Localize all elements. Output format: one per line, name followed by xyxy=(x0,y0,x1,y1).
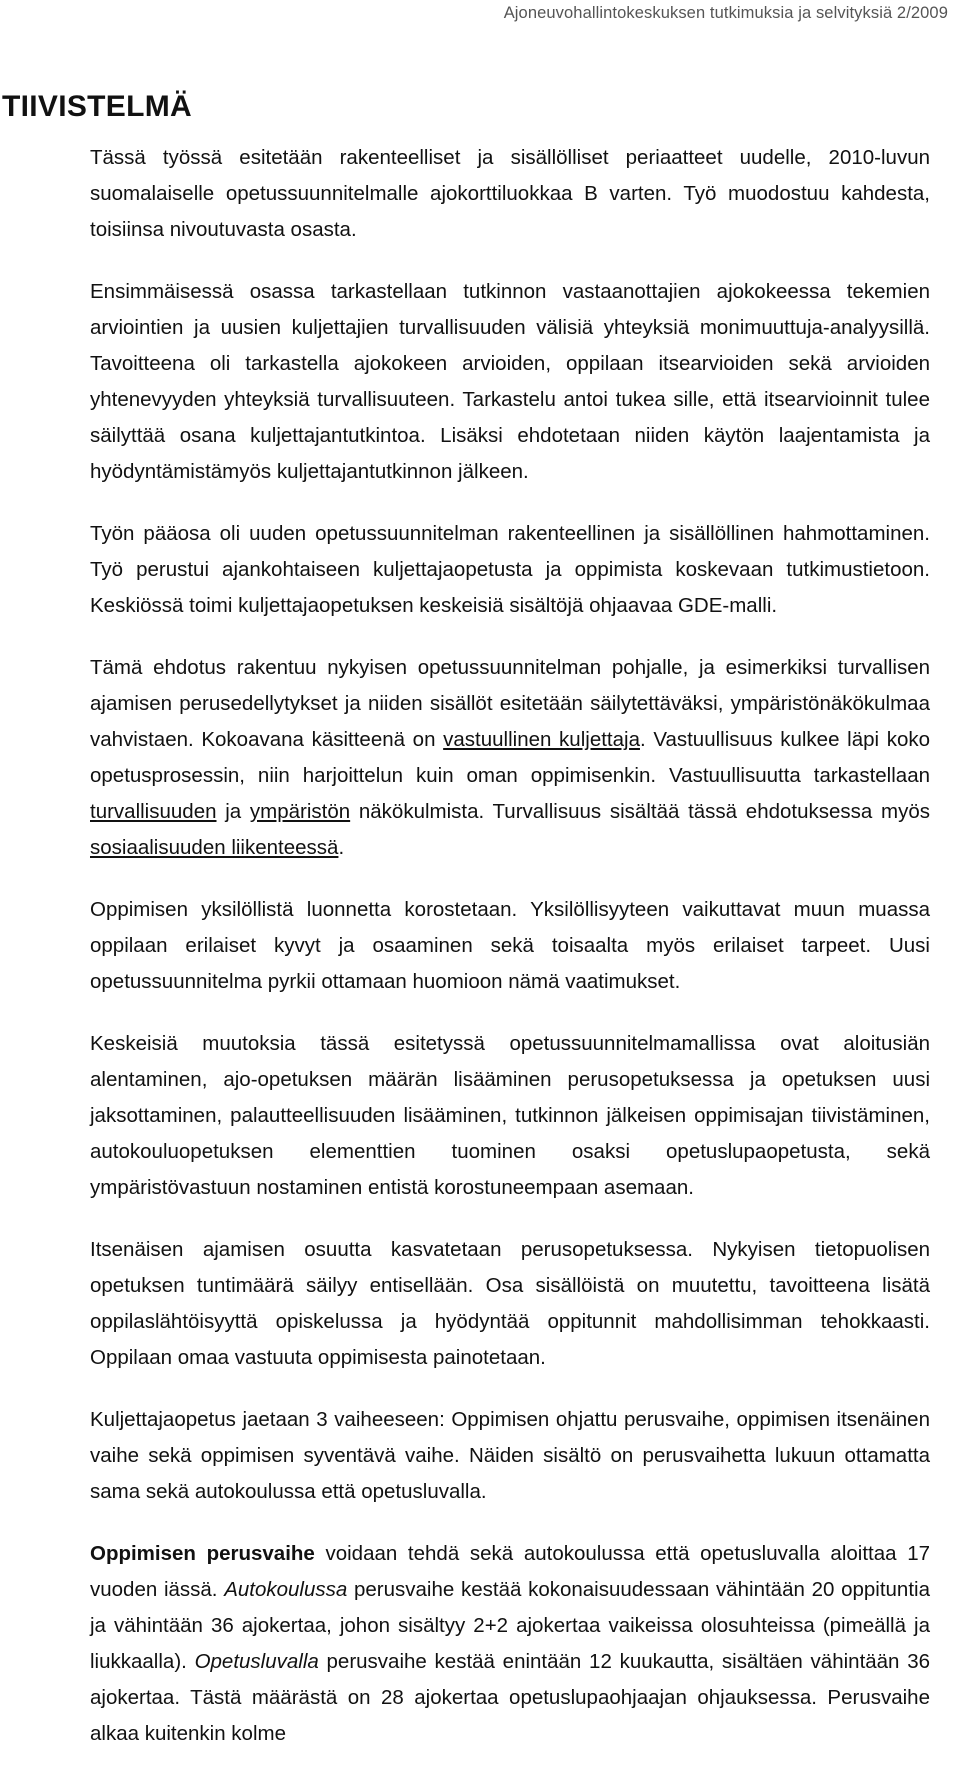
term-environment: ympäristön xyxy=(249,800,351,823)
text-segment: . xyxy=(338,836,345,859)
running-header: Ajoneuvohallintokeskuksen tutkimuksia ja selvityksiä 2/2009 xyxy=(503,4,948,22)
paragraph-basic-phase xyxy=(90,1536,930,1752)
term-responsible-driver: vastuullinen kuljettaja xyxy=(443,728,640,751)
paragraph-three-phases: Kuljettajaopetus jaetaan 3 vaiheeseen: Oppimisen ohjattu perusvaihe, oppimisen itsenäinen vaihe sekä oppimisen syventävä vaihe. Näiden sisältö on perusvaihetta lukuun ottamatta sama sekä autokoulussa että opetusluvalla. xyxy=(90,1408,930,1503)
term-driving-school: Autokoulussa xyxy=(224,1578,348,1601)
paragraph-responsible-driver xyxy=(90,650,930,866)
text-segment: Tämä ehdotus rakentuu nykyisen opetussuunnitelman pohjalle, ja esimerkiksi turvallisen ajamisen perusedellytykset ja niiden sisällöt esitetään säilytettäväksi, ympäristönäkökulmaa vahvistaen. Kokoavana käsitteenä on xyxy=(90,656,930,751)
paragraph-first-part: Ensimmäisessä osassa tarkastellaan tutkinnon vastaanottajien ajokokeessa tekemien arviointien ja uusien kuljettajien turvallisuuden välisiä yhteyksiä monimuuttuja-analyysillä. Tavoitteena oli tarkastella ajokokeen arvioiden, oppilaan itsearvioiden sekä arvioiden yhtenevyyden yhteyksiä turvallisuuteen. Tarkastelu antoi tukea sille, että itsearvioinnit tulee säilyttää osana kuljettajantutkintoa. Lisäksi ehdotetaan niiden käytön laajentamista ja hyödyntämistämyös kuljettajantutkinnon jälkeen. xyxy=(90,280,930,483)
term-safety: turvallisuuden xyxy=(90,800,217,823)
paragraph-key-changes: Keskeisiä muutoksia tässä esitetyssä opetussuunnitelmamallissa ovat aloitusiän alentaminen, ajo-opetuksen määrän lisääminen perusopetuksessa ja opetuksen uusi jaksottaminen, palautteellisuuden lisääminen, tutkinnon jälkeisen oppimisajan tiivistäminen, autokouluopetuksen elementtien tuominen osaksi opetuslupaopetusta, sekä ympäristövastuun nostaminen entistä korostuneempaan asemaan. xyxy=(90,1032,930,1199)
term-social-traffic: sosiaalisuuden liikenteessä xyxy=(90,836,339,859)
text-segment: ja xyxy=(216,800,250,823)
text-segment: perusvaihe kestää enintään 12 kuukautta, sisältäen vähintään 36 ajokertaa. Tästä määrästä on 28 ajokertaa opetuslupaohjaajan ohjauksessa. Perusvaihe alkaa kuitenkin kolme xyxy=(90,1650,930,1745)
summary-body xyxy=(90,140,930,1778)
term-basic-phase: Oppimisen perusvaihe xyxy=(90,1542,315,1565)
text-segment: perusvaihe kestää kokonaisuudessaan vähintään 20 oppituntia ja vähintään 36 ajokertaa, johon sisältyy 2+2 ajokertaa vaikeissa olosuhteissa (pimeällä ja liukkaalla). xyxy=(90,1578,930,1673)
page-title: TIIVISTELMÄ xyxy=(2,90,192,123)
text-segment: näkökulmista. Turvallisuus sisältää tässä ehdotuksessa myös xyxy=(350,800,930,823)
text-segment: . Vastuullisuus kulkee läpi koko opetusprosessin, niin harjoittelun kuin oman oppimisenkin. Vastuullisuutta tarkastellaan xyxy=(90,728,930,787)
text-segment: voidaan tehdä sekä autokoulussa että opetusluvalla aloittaa 17 vuoden iässä. xyxy=(90,1542,930,1601)
paragraph-main-part: Työn pääosa oli uuden opetussuunnitelman rakenteellinen ja sisällöllinen hahmottaminen. Työ perustui ajankohtaiseen kuljettajaopetusta ja oppimista koskevaan tutkimustietoon. Keskiössä toimi kuljettajaopetuksen keskeisiä sisältöjä ohjaavaa GDE-malli. xyxy=(90,522,930,617)
paragraph-intro: Tässä työssä esitetään rakenteelliset ja sisällölliset periaatteet uudelle, 2010-luvun suomalaiselle opetussuunnitelmalle ajokorttiluokkaa B varten. Työ muodostuu kahdesta, toisiinsa nivoutuvasta osasta. xyxy=(90,146,930,241)
paragraph-individual-learning: Oppimisen yksilöllistä luonnetta korostetaan. Yksilöllisyyteen vaikuttavat muun muassa oppilaan erilaiset kyvyt ja osaaminen sekä toisaalta myös erilaiset tarpeet. Uusi opetussuunnitelma pyrkii ottamaan huomioon nämä vaatimukset. xyxy=(90,898,930,993)
term-teaching-permit: Opetusluvalla xyxy=(194,1650,319,1673)
paragraph-independent-driving: Itsenäisen ajamisen osuutta kasvatetaan perusopetuksessa. Nykyisen tietopuolisen opetuksen tuntimäärä säilyy entisellään. Osa sisällöistä on muutettu, tavoitteena lisätä oppilaslähtöisyyttä opiskelussa ja hyödyntää oppitunnit mahdollisimman tehokkaasti. Oppilaan omaa vastuuta oppimisesta painotetaan. xyxy=(90,1238,930,1369)
